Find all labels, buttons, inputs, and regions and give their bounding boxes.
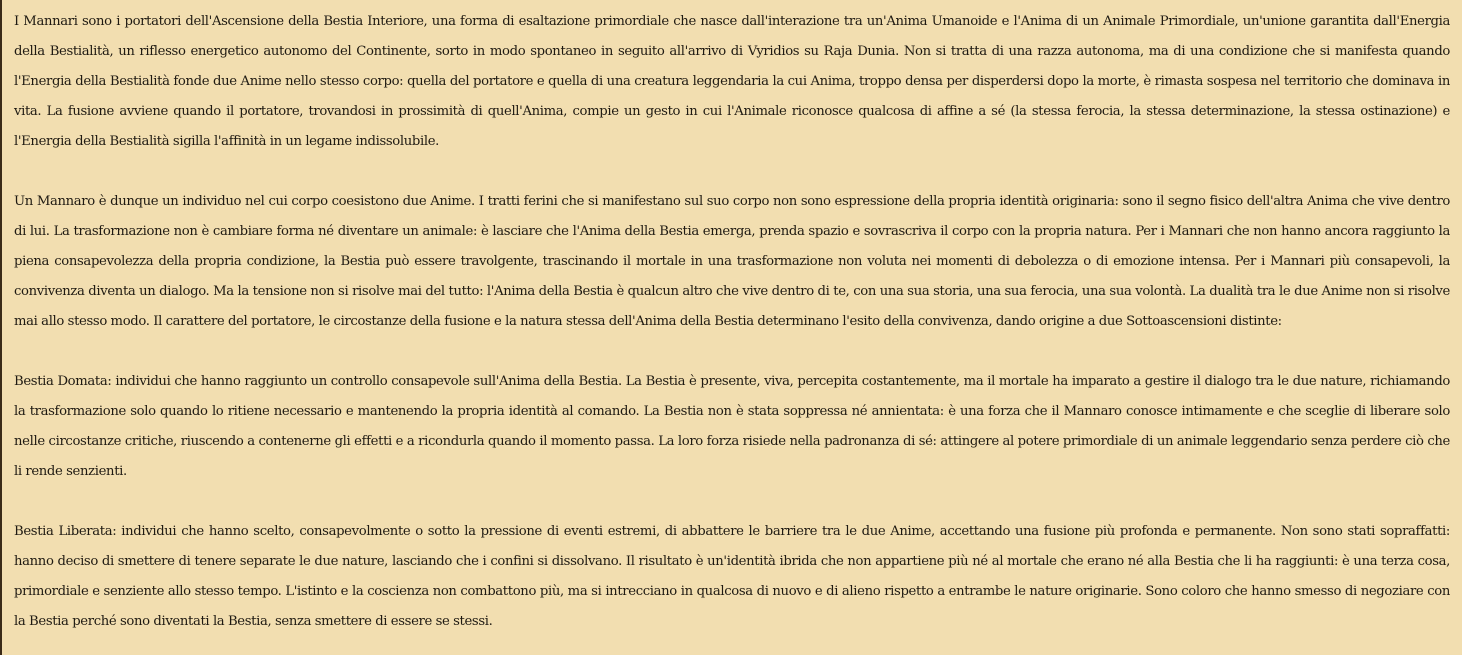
- left-border-rule: [0, 0, 2, 655]
- paragraph-intro: I Mannari sono i portatori dell'Ascensione della Bestia Interiore, una forma di esaltazione primordiale che nasce dall'interazione tra un'Anima Umanoide e l'Anima di un Animale Primordiale, un'unione garantita dall'Energia della Bestialità, un riflesso energetico autonomo del Continente, sorto in modo spontaneo in seguito all'arrivo di Vyridios su Raja Dunia. Non si tratta di una razza autonoma, ma di una condizione che si manifesta quando l'Energia della Bestialità fonde due Anime nello stesso corpo: quella del portatore e quella di una creatura leggendaria la cui Anima, troppo densa per disperdersi dopo la morte, è rimasta sospesa nel territorio che dominava in vita. La fusione avviene quando il portatore, trovandosi in prossimità di quell'Anima, compie un gesto in cui l'Animale riconosce qualcosa di affine a sé (la stessa ferocia, la stessa determinazione, la stessa ostinazione) e l'Energia della Bestialità sigilla l'affinità in un legame indissolubile.: [14, 14, 1450, 149]
- article-body: [14, 7, 1450, 637]
- paragraph-bestia-liberata: Bestia Liberata: individui che hanno scelto, consapevolmente o sotto la pressione di eventi estremi, di abbattere le barriere tra le due Anime, accettando una fusione più profonda e permanente. Non sono stati sopraffatti: hanno deciso di smettere di tenere separate le due nature, lasciando che i confini si dissolvano. Il risultato è un'identità ibrida che non appartiene più né al mortale che erano né alla Bestia che li ha raggiunti: è una terza cosa, primordiale e senziente allo stesso tempo. L'istinto e la coscienza non combattono più, ma si intrecciano in qualcosa di nuovo e di alieno rispetto a entrambe le nature originarie. Sono coloro che hanno smesso di negoziare con la Bestia perché sono diventati la Bestia, senza smettere di essere se stessi.: [14, 524, 1450, 629]
- paragraph-bestia-domata: Bestia Domata: individui che hanno raggiunto un controllo consapevole sull'Anima della Bestia. La Bestia è presente, viva, percepita costantemente, ma il mortale ha imparato a gestire il dialogo tra le due nature, richiamando la trasformazione solo quando lo ritiene necessario e mantenendo la propria identità al comando. La Bestia non è stata soppressa né annientata: è una forza che il Mannaro conosce intimamente e che sceglie di liberare solo nelle circostanze critiche, riuscendo a contenerne gli effetti e a ricondurla quando il momento passa. La loro forza risiede nella padronanza di sé: attingere al potere primordiale di un animale leggendario senza perdere ciò che li rende senzienti.: [14, 374, 1450, 479]
- paragraph-mannaro: Un Mannaro è dunque un individuo nel cui corpo coesistono due Anime. I tratti ferini che si manifestano sul suo corpo non sono espressione della propria identità originaria: sono il segno fisico dell'altra Anima che vive dentro di lui. La trasformazione non è cambiare forma né diventare un animale: è lasciare che l'Anima della Bestia emerga, prenda spazio e sovrascriva il corpo con la propria natura. Per i Mannari che non hanno ancora raggiunto la piena consapevolezza della propria condizione, la Bestia può essere travolgente, trascinando il mortale in una trasformazione non voluta nei momenti di debolezza o di emozione intensa. Per i Mannari più consapevoli, la convivenza diventa un dialogo. Ma la tensione non si risolve mai del tutto: l'Anima della Bestia è qualcun altro che vive dentro di te, con una sua storia, una sua ferocia, una sua volontà. La dualità tra le due Anime non si risolve mai allo stesso modo. Il carattere del portatore, le circostanze della fusione e la natura stessa dell'Anima della Bestia determinano l'esito della convivenza, dando origine a due Sottoascensioni distinte:: [14, 194, 1450, 329]
